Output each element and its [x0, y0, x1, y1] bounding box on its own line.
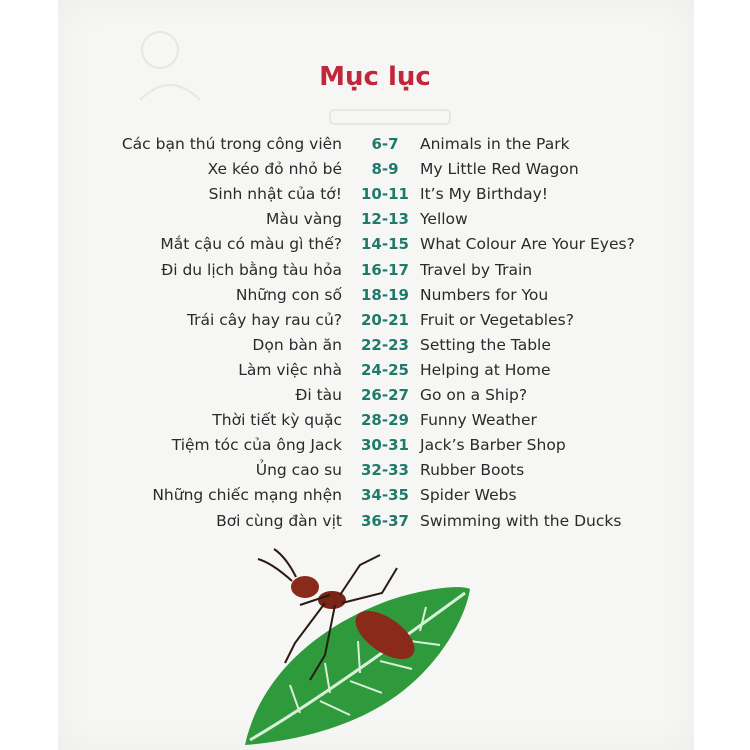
toc-entry — [0, 336, 750, 361]
toc-entry — [0, 135, 750, 160]
vietnamese-title: Đi du lịch bằng tàu hỏa — [161, 260, 342, 279]
vietnamese-title: Làm việc nhà — [238, 360, 342, 379]
toc-entry — [0, 235, 750, 260]
toc-entry — [0, 411, 750, 436]
english-title: Rubber Boots — [420, 461, 525, 480]
vietnamese-title: Dọn bàn ăn — [252, 335, 342, 354]
vietnamese-title: Những chiếc mạng nhện — [152, 486, 342, 505]
toc-entry — [0, 361, 750, 386]
toc-entry — [0, 486, 750, 511]
english-title: Numbers for You — [420, 285, 549, 304]
english-title: What Colour Are Your Eyes? — [420, 235, 635, 254]
english-title: Helping at Home — [420, 360, 551, 379]
page-range: 10-11 — [361, 185, 409, 204]
english-title: Go on a Ship? — [420, 386, 528, 404]
page-range: 18-19 — [361, 285, 409, 304]
vietnamese-title: Những con số — [235, 285, 342, 304]
ant-on-leaf-icon — [230, 545, 480, 750]
page-range: 12-13 — [361, 210, 409, 229]
english-title: Travel by Train — [420, 260, 533, 279]
page-range: 16-17 — [361, 260, 409, 279]
vietnamese-title: Xe kéo đỏ nhỏ bé — [207, 160, 342, 179]
page-title: Mục lục — [319, 62, 431, 92]
page-range: 32-33 — [361, 461, 409, 480]
english-title: Animals in the Park — [420, 135, 570, 153]
page-range: 20-21 — [361, 310, 409, 329]
toc-entry — [0, 512, 750, 537]
page-range: 14-15 — [361, 235, 409, 254]
toc-entry — [0, 160, 750, 185]
vietnamese-title: Các bạn thú trong công viên — [121, 135, 342, 153]
toc-entry — [0, 261, 750, 286]
vietnamese-title: Màu vàng — [266, 210, 342, 229]
vietnamese-title: Tiệm tóc của ông Jack — [171, 436, 342, 455]
vietnamese-title: Đi tàu — [295, 386, 342, 404]
vietnamese-title: Trái cây hay rau củ? — [186, 310, 342, 329]
page-range: 6-7 — [371, 135, 399, 153]
page-range: 30-31 — [361, 436, 409, 455]
toc-entry — [0, 311, 750, 336]
english-title: It’s My Birthday! — [420, 185, 548, 204]
toc-entry — [0, 210, 750, 235]
english-title: Swimming with the Ducks — [420, 511, 622, 530]
english-title: Spider Webs — [420, 486, 517, 505]
toc-entry — [0, 286, 750, 311]
vietnamese-title: Ủng cao su — [255, 461, 342, 480]
english-title: Fruit or Vegetables? — [420, 310, 574, 329]
vietnamese-title: Sinh nhật của tớ! — [208, 185, 342, 204]
english-title: Jack’s Barber Shop — [420, 436, 566, 455]
page-range: 22-23 — [361, 335, 409, 354]
page-range: 34-35 — [361, 486, 409, 505]
english-title: Yellow — [420, 210, 468, 229]
toc-entry — [0, 185, 750, 210]
vietnamese-title: Thời tiết kỳ quặc — [212, 411, 342, 430]
toc-entry — [0, 436, 750, 461]
page-range: 28-29 — [361, 411, 409, 430]
vietnamese-title: Bơi cùng đàn vịt — [216, 511, 342, 530]
english-title: Funny Weather — [420, 411, 537, 430]
page-range: 26-27 — [361, 386, 409, 404]
vietnamese-title: Mắt cậu có màu gì thế? — [160, 235, 342, 254]
toc-entry — [0, 386, 750, 411]
toc-entry — [0, 461, 750, 486]
page-range: 8-9 — [371, 160, 399, 179]
page-range: 24-25 — [361, 360, 409, 379]
english-title: My Little Red Wagon — [420, 160, 579, 179]
english-title: Setting the Table — [420, 335, 551, 354]
page-range: 36-37 — [361, 511, 409, 530]
